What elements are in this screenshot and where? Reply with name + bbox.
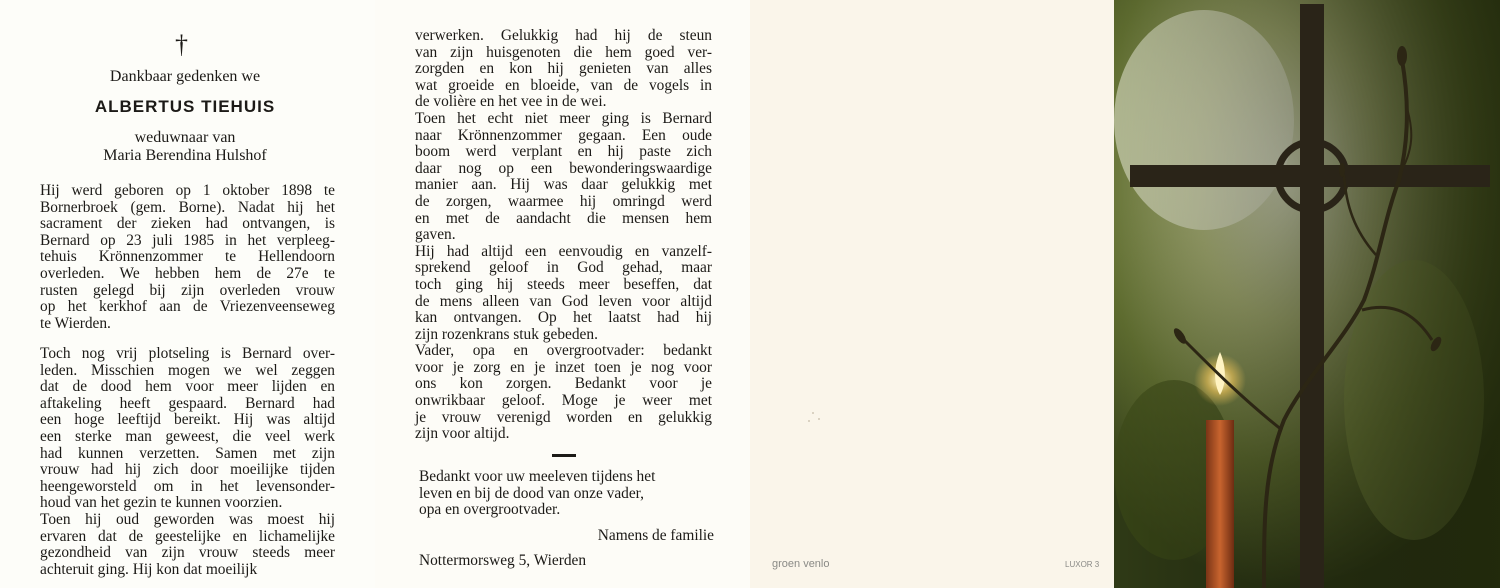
thanks-paragraph: [419, 469, 714, 519]
text-line: gezondheid van zijn vrouw steeds meer: [40, 544, 335, 562]
intro-text: Dankbaar gedenken we: [109, 68, 261, 85]
text-line: kan ontvangen. Op het laatst had hij: [415, 309, 712, 327]
text-line: Hij had altijd een eenvoudig en vanzelf-: [415, 242, 712, 260]
text-line: Toen hij oud geworden was moest hij: [40, 510, 335, 528]
text-line: de zorgen, waarmee hij omringd werd: [415, 192, 712, 210]
memorial-photo: [1114, 0, 1500, 588]
text-line: had kunnen verzetten. Samen met zijn: [40, 444, 335, 462]
spouse-name: Maria Berendina Hulshof: [103, 147, 267, 164]
text-line: Bernard op 23 juli 1985 in het verpleeg-: [40, 231, 335, 249]
text-line: achteruit ging. Hij kon dat moeilijk: [40, 560, 258, 578]
text-line: de volière en het vee in de wei.: [415, 93, 607, 111]
cross-icon: †: [175, 30, 188, 59]
signature: Namens de familie: [597, 527, 714, 544]
text-line: Bornerbroek (gem. Borne). Nadat hij het: [40, 198, 335, 216]
text-line: vrouw had hij zich door moeilijke tijden: [40, 461, 335, 479]
text-line: een sterke man geweest, die veel werk: [40, 427, 335, 445]
text-line: ervaren dat de geestelijke en lichamelijke: [40, 527, 335, 545]
text-line: zorgden en kon hij genieten van alles: [415, 60, 712, 78]
text-line: een hoge leeftijd bereikt. Hij was altijd: [40, 411, 335, 429]
text-line: sprekend geloof in God gehad, maar: [415, 259, 712, 277]
card-middle-panel: [375, 0, 750, 588]
text-line: en met de aandacht die mensen hem: [415, 209, 712, 227]
text-line: van zijn huisgenoten die hem goed ver-: [415, 43, 712, 61]
text-line: zijn voor altijd.: [415, 425, 510, 443]
text-line: Toen het echt niet meer ging is Bernard: [415, 109, 712, 127]
text-line: Bedankt voor uw meeleven tijdens het: [419, 468, 656, 485]
text-line: te Wierden.: [40, 314, 111, 332]
text-line: wat groeide en bloeide, van de vogels in: [415, 76, 712, 94]
text-line: de mens alleen van God leven voor altijd: [415, 292, 712, 310]
text-line: leden. Misschien mogen we wel zeggen: [40, 361, 335, 379]
text-line: op het kerkhof aan de Vriezenveenseweg: [40, 298, 335, 316]
text-line: Vader, opa en overgrootvader: bedankt: [415, 342, 712, 360]
series-label: LUXOR 3: [1065, 560, 1100, 569]
text-line: zijn rozenkrans stuk gebeden.: [415, 325, 598, 343]
text-line: sacrament der zieken had ontvangen, is: [40, 215, 335, 233]
text-line: tehuis Krönnenzommer te Hellendoorn: [40, 248, 335, 266]
text-line: voor je zorg en je inzet toen je nog voor: [415, 358, 712, 376]
text-line: aftakeling heeft gespaard. Bernard had: [40, 394, 335, 412]
deceased-name: ALBERTUS TIEHUIS: [94, 97, 276, 116]
text-line: naar Krönnenzommer gegaan. Een oude: [415, 126, 712, 144]
text-line: heengeworsteld om in het levensonder-: [40, 477, 335, 495]
text-line: boom werd verplant en hij paste zich: [415, 143, 712, 161]
text-line: gaven.: [415, 226, 456, 244]
text-line: onwrikbaar geloof. Moge je weer met: [415, 392, 712, 410]
text-line: ons kon zorgen. Bedankt voor je: [415, 375, 712, 393]
printer-label: groen venlo: [772, 558, 830, 570]
address: Nottermorsweg 5, Wierden: [419, 552, 587, 569]
text-line: dat de dood hem voor meer lijden en: [40, 378, 335, 396]
memorial-paragraph: [40, 346, 335, 578]
text-line: daar nog op een bewonderingswaardige: [415, 159, 712, 177]
memorial-paragraph-continued: [415, 28, 712, 443]
biography-paragraph: [40, 183, 335, 332]
text-line: houd van het gezin te kunnen voorzien.: [40, 494, 283, 512]
text-line: manier aan. Hij was daar gelukkig met: [415, 176, 712, 194]
card-back-panel: [750, 0, 1114, 588]
divider-rule: [552, 454, 576, 457]
cross-with-candle-photo-icon: [1114, 0, 1500, 588]
text-line: verwerken. Gelukkig had hij de steun: [415, 27, 712, 44]
text-line: Hij werd geboren op 1 oktober 1898 te: [40, 182, 335, 199]
text-line: Toch nog vrij plotseling is Bernard over-: [40, 345, 335, 362]
text-line: leven en bij de dood van onze vader,: [419, 484, 645, 502]
text-line: opa en overgrootvader.: [419, 501, 561, 519]
card-left-panel: [0, 0, 375, 588]
text-line: rusten gelegd bij zijn overleden vrouw: [40, 281, 335, 299]
text-line: toch ging hij steeds meer beseffen, dat: [415, 275, 712, 293]
text-line: overleden. We hebben hem de 27e te: [40, 264, 335, 282]
text-line: je vrouw verenigd worden en gelukkig: [415, 408, 712, 426]
relation-text: weduwnaar van: [134, 129, 236, 146]
